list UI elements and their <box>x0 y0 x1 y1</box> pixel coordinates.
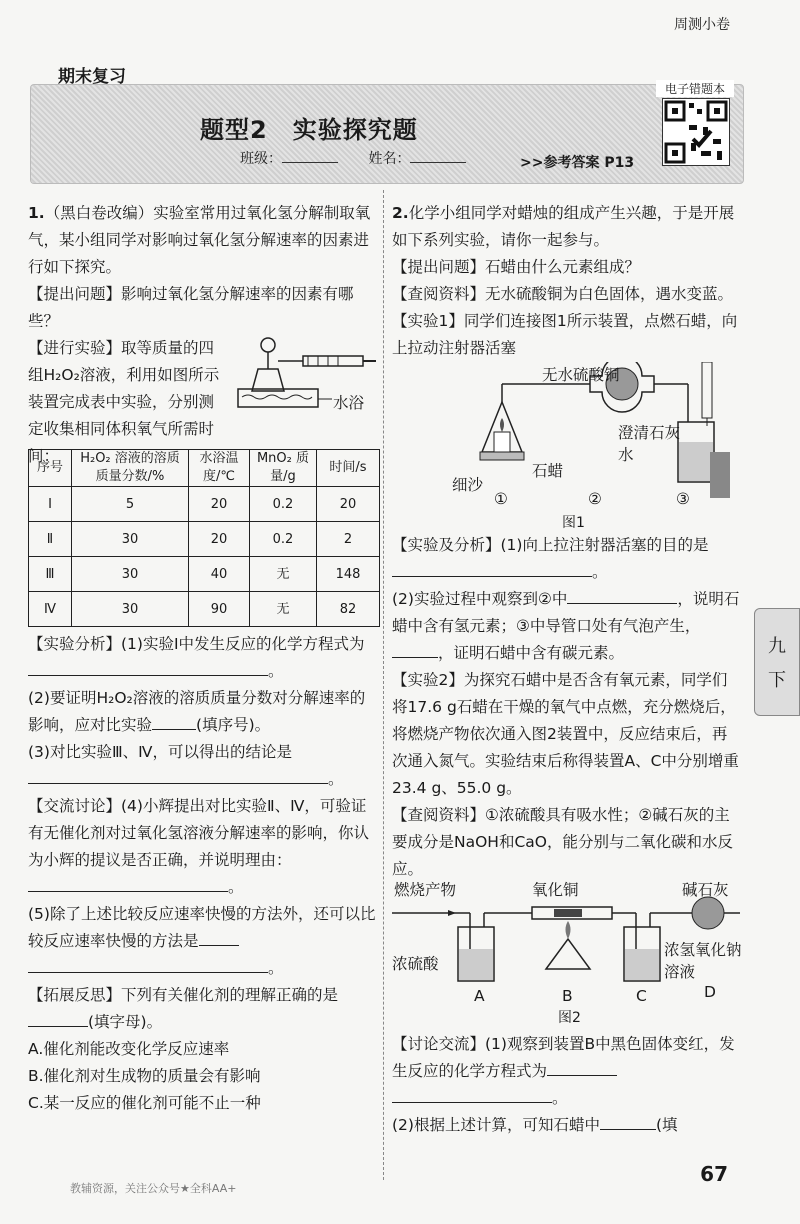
class-field[interactable] <box>282 146 338 163</box>
q2-analysis-2: (2)实验过程中观察到②中 ，说明石蜡中含有氢元素；③中导管口处有气泡产生，，证明石蜡中含有碳元素。 <box>392 586 742 667</box>
option-c: C.某一反应的催化剂可能不止一种 <box>28 1094 261 1112</box>
option-a: A.催化剂能改变化学反应速率 <box>28 1040 230 1058</box>
table-cell: 20 <box>189 487 250 522</box>
q1-discuss-4: 【交流讨论】(4)小辉提出对比实验Ⅱ、Ⅳ，可验证有无催化剂对过氧化氢溶液分解速率的影响，你认为小辉的提议是否正确，并说明理由：。 <box>28 797 370 896</box>
name-label: 姓名： <box>368 151 411 167</box>
naoh-label: 浓氢氧化钠溶液 <box>664 941 742 981</box>
q1-discuss-5: (5)除了上述比较反应速率快慢的方法外，还可以比较反应速率快慢的方法是。 <box>28 905 376 977</box>
page-number: 67 <box>700 1162 728 1186</box>
figure-2-caption: 图2 <box>558 1010 581 1026</box>
name-field[interactable] <box>410 146 466 163</box>
table-cell: 0.2 <box>250 522 317 557</box>
wax-label: 石蜡 <box>532 462 564 480</box>
q2-exp-2: 【实验2】为探究石蜡中是否含有氧元素，同学们将17.6 g石蜡在干燥的氧气中点燃，充分燃烧后，将燃烧产物依次通入图2装置中，反应结束后，再次通入氮气。实验结束后称得装置A、C中分别增重23.4 g、55.0 g。 <box>392 671 739 797</box>
table-row <box>29 592 380 627</box>
table-cell: 无 <box>250 592 317 627</box>
q2-info-2: 【查阅资料】①浓硫酸具有吸水性；②碱石灰的主要成分是NaOH和CaO，能分别与二氧化碳和水反应。 <box>392 806 733 878</box>
cuso4-label: 无水硫酸铜 <box>542 366 620 384</box>
answer-blank[interactable] <box>600 1113 656 1130</box>
q1-data-table <box>28 449 380 627</box>
answer-blank[interactable] <box>392 1086 552 1103</box>
answer-blank[interactable] <box>199 929 239 946</box>
table-cell: Ⅱ <box>29 522 72 557</box>
product-label: 燃烧产物 <box>394 881 457 899</box>
q1-analysis-1: 【实验分析】(1)实验Ⅰ中发生反应的化学方程式为。 <box>28 635 365 680</box>
fig2-label-d: D <box>704 983 716 1001</box>
table-cell: Ⅳ <box>29 592 72 627</box>
class-label: 班级： <box>240 151 282 167</box>
q2-discuss-1: 【讨论交流】(1)观察到装置B中黑色固体变红，发生反应的化学方程式为。 <box>392 1035 735 1107</box>
figure-1-caption: 图1 <box>562 515 585 531</box>
table-cell: 20 <box>189 522 250 557</box>
table-cell: 30 <box>72 557 189 592</box>
grade-side-tab <box>754 608 800 716</box>
qr-label: 电子错题本 <box>656 80 734 97</box>
water-bath-label: 水浴 <box>333 394 365 412</box>
table-header: 序号 <box>29 450 72 487</box>
table-cell: Ⅲ <box>29 557 72 592</box>
fig1-num-2: ② <box>588 490 602 508</box>
table-row <box>29 522 380 557</box>
limewater-label: 澄清石灰水 <box>618 424 681 464</box>
fig1-num-3: ③ <box>676 490 690 508</box>
table-cell: Ⅰ <box>29 487 72 522</box>
q2-intro: 2.化学小组同学对蜡烛的组成产生兴趣，于是开展如下系列实验，请你一起参与。 <box>392 204 735 249</box>
answer-blank[interactable] <box>28 767 328 784</box>
fig2-label-a: A <box>474 987 485 1005</box>
q1-intro: 1.（黑白卷改编）实验室常用过氧化氢分解制取氧气，某小组同学对影响过氧化氢分解速率的因素进行如下探究。 <box>28 204 371 276</box>
table-cell: 30 <box>72 522 189 557</box>
table-cell: 0.2 <box>250 487 317 522</box>
fig2-label-c: C <box>636 987 647 1005</box>
q1-experiment-block <box>28 335 378 465</box>
sodalime-label: 碱石灰 <box>682 881 729 899</box>
q1-analysis-3: (3)对比实验Ⅲ、Ⅳ，可以得出的结论是。 <box>28 743 344 788</box>
side-tab-char: 九 <box>768 636 786 657</box>
footer-watermark: 教辅资源，关注公众号★全科AA+ <box>70 1182 237 1195</box>
answer-blank[interactable] <box>28 956 268 973</box>
q2-info-1: 【查阅资料】无水硫酸铜为白色固体，遇水变蓝。 <box>392 285 734 303</box>
answer-blank[interactable] <box>152 713 196 730</box>
answer-blank[interactable] <box>28 659 268 676</box>
answer-reference: >>参考答案 P13 <box>520 155 635 171</box>
table-header: 水浴温度/℃ <box>189 450 250 487</box>
qr-code-icon[interactable] <box>662 98 730 166</box>
q1-propose: 【提出问题】影响过氧化氢分解速率的因素有哪些？ <box>28 285 354 330</box>
table-cell: 148 <box>317 557 380 592</box>
top-right-label: 周测小卷 <box>674 17 730 33</box>
fig1-num-1: ① <box>494 490 508 508</box>
table-row <box>29 557 380 592</box>
table-cell: 2 <box>317 522 380 557</box>
table-header: H₂O₂ 溶液的溶质质量分数/% <box>72 450 189 487</box>
answer-blank[interactable] <box>28 1010 88 1027</box>
table-cell: 90 <box>189 592 250 627</box>
q1-experiment-text: 【进行实验】取等质量的四组H₂O₂溶液，利用如图所示装置完成表中实验，分别测定收集相同体积氧气所需时间： <box>28 339 220 465</box>
h2so4-label: 浓硫酸 <box>392 955 439 973</box>
table-cell: 5 <box>72 487 189 522</box>
answer-blank[interactable] <box>547 1059 617 1076</box>
sand-label: 细沙 <box>452 476 484 494</box>
table-cell: 40 <box>189 557 250 592</box>
fig2-label-b: B <box>562 987 573 1005</box>
page-title: 题型2 实验探究题 <box>200 116 418 144</box>
cuo-label: 氧化铜 <box>532 881 579 899</box>
table-header: 时间/s <box>317 450 380 487</box>
q2-analysis-1: 【实验及分析】(1)向上拉注射器活塞的目的是。 <box>392 536 709 581</box>
answer-blank[interactable] <box>392 560 592 577</box>
answer-blank[interactable] <box>392 641 438 658</box>
q2-exp-1: 【实验1】同学们连接图1所示装置，点燃石蜡，向上拉动注射器活塞 <box>392 312 738 357</box>
table-row <box>29 487 380 522</box>
table-cell: 30 <box>72 592 189 627</box>
option-b: B.催化剂对生成物的质量会有影响 <box>28 1067 261 1085</box>
question-2 <box>392 200 742 1139</box>
answer-blank[interactable] <box>28 875 228 892</box>
side-tab-char: 下 <box>768 670 786 691</box>
table-header: MnO₂ 质量/g <box>250 450 317 487</box>
table-cell: 无 <box>250 557 317 592</box>
column-divider <box>383 190 384 1180</box>
answer-blank[interactable] <box>567 587 677 604</box>
q1-analysis-2: (2)要证明H₂O₂溶液的溶质质量分数对分解速率的影响，应对比实验 (填序号)。 <box>28 689 366 734</box>
section-label: 期末复习 <box>58 67 126 87</box>
table-cell: 20 <box>317 487 380 522</box>
q2-discuss-2: (2)根据上述计算，可知石蜡中 (填 <box>392 1112 742 1139</box>
figure-2 <box>392 883 742 1031</box>
figure-1 <box>392 362 742 532</box>
table-cell: 82 <box>317 592 380 627</box>
q1-extend: 【拓展反思】下列有关催化剂的理解正确的是(填字母)。 <box>28 986 339 1031</box>
question-1 <box>28 200 378 1117</box>
q2-propose: 【提出问题】石蜡由什么元素组成？ <box>392 258 641 276</box>
student-fields <box>240 146 492 168</box>
